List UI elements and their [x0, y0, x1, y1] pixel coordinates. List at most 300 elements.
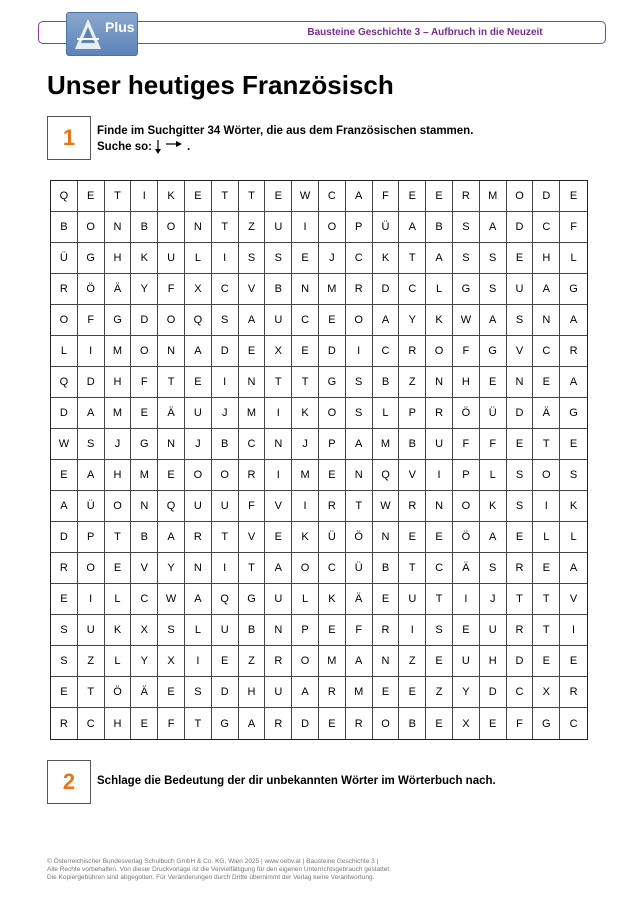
grid-cell: L	[373, 398, 400, 429]
grid-cell: G	[533, 708, 560, 739]
grid-cell: T	[346, 491, 373, 522]
grid-cell: A	[346, 646, 373, 677]
grid-cell: X	[533, 677, 560, 708]
grid-cell: M	[292, 460, 319, 491]
grid-cell: K	[158, 181, 185, 212]
grid-cell: R	[560, 336, 587, 367]
grid-cell: E	[533, 367, 560, 398]
grid-cell: I	[265, 398, 292, 429]
grid-cell: Ä	[346, 584, 373, 615]
grid-cell: M	[373, 429, 400, 460]
grid-cell: X	[265, 336, 292, 367]
grid-cell: R	[319, 491, 346, 522]
grid-cell: Ö	[346, 522, 373, 553]
grid-cell: D	[292, 708, 319, 739]
task-1-line-2-prefix: Suche so:	[97, 141, 152, 153]
task-number: 2	[62, 769, 76, 794]
grid-cell: P	[453, 460, 480, 491]
grid-cell: A	[239, 708, 266, 739]
grid-cell: I	[212, 553, 239, 584]
grid-cell: E	[319, 305, 346, 336]
grid-cell: S	[212, 305, 239, 336]
grid-cell: M	[105, 336, 132, 367]
grid-cell: O	[105, 491, 132, 522]
grid-cell: B	[212, 429, 239, 460]
grid-cell: Ö	[453, 398, 480, 429]
grid-cell: E	[373, 677, 400, 708]
grid-cell: I	[399, 615, 426, 646]
grid-cell: T	[399, 553, 426, 584]
grid-cell: W	[373, 491, 400, 522]
grid-cell: T	[426, 584, 453, 615]
grid-cell: N	[239, 367, 266, 398]
grid-cell: B	[399, 429, 426, 460]
grid-cell: E	[265, 522, 292, 553]
grid-cell: P	[319, 429, 346, 460]
grid-cell: A	[346, 429, 373, 460]
grid-cell: E	[533, 646, 560, 677]
grid-cell: E	[373, 584, 400, 615]
grid-cell: R	[319, 677, 346, 708]
grid-cell: R	[399, 491, 426, 522]
grid-cell: A	[426, 243, 453, 274]
grid-cell: S	[78, 429, 105, 460]
grid-cell: E	[51, 460, 78, 491]
grid-cell: A	[560, 553, 587, 584]
grid-cell: N	[185, 212, 212, 243]
grid-cell: P	[292, 615, 319, 646]
grid-cell: N	[426, 491, 453, 522]
grid-cell: E	[185, 367, 212, 398]
grid-cell: C	[569, 717, 578, 730]
grid-cell: C	[78, 708, 105, 739]
grid-cell: B	[373, 553, 400, 584]
grid-cell: S	[560, 460, 587, 491]
grid-cell: A	[292, 677, 319, 708]
footer-line-1: © Österreichischer Bundesverlag Schulbuch GmbH & Co. KG, Wien 2025 | www.oebv.at | Bausteine Geschichte 3 |	[47, 858, 379, 865]
grid-cell: S	[265, 243, 292, 274]
grid-cell: I	[265, 460, 292, 491]
grid-cell: I	[453, 584, 480, 615]
grid-cell: N	[292, 274, 319, 305]
grid-cell: I	[560, 615, 587, 646]
grid-cell: F	[239, 491, 266, 522]
grid-cell: S	[507, 491, 534, 522]
grid-cell: U	[212, 491, 239, 522]
grid-cell: E	[131, 708, 158, 739]
grid-cell: J	[480, 584, 507, 615]
grid-cell: Y	[131, 646, 158, 677]
grid-cell: Ä	[105, 274, 132, 305]
grid-cell: V	[399, 460, 426, 491]
grid-cell: Q	[373, 460, 400, 491]
grid-cell: E	[560, 181, 587, 212]
grid-cell: H	[453, 367, 480, 398]
grid-cell: C	[131, 584, 158, 615]
grid-cell: A	[560, 367, 587, 398]
grid-cell: F	[158, 274, 185, 305]
grid-cell: U	[265, 305, 292, 336]
task-number-box-2	[47, 760, 91, 804]
grid-cell: Z	[399, 646, 426, 677]
grid-cell: T	[399, 243, 426, 274]
grid-cell: O	[346, 305, 373, 336]
grid-cell: O	[292, 646, 319, 677]
grid-cell: E	[158, 460, 185, 491]
grid-cell: D	[131, 305, 158, 336]
grid-cell: Ä	[533, 398, 560, 429]
grid-cell: Y	[399, 305, 426, 336]
grid-cell: B	[239, 615, 266, 646]
grid-cell: R	[346, 274, 373, 305]
footer-line-3: Die Kopiergebühren sind abgegolten. Für Veränderungen durch Dritte übernimmt der Verlag keine Verantwortung.	[47, 874, 375, 881]
grid-cell: F	[560, 212, 587, 243]
grid-cell: G	[131, 429, 158, 460]
grid-cell: T	[105, 522, 132, 553]
grid-cell: B	[426, 212, 453, 243]
task-1-line-1: Finde im Suchgitter 34 Wörter, die aus dem Französischen stammen.	[97, 125, 474, 137]
grid-cell: E	[105, 553, 132, 584]
grid-cell: R	[185, 522, 212, 553]
footer-line-2: Alle Rechte vorbehalten. Von dieser Druckvorlage ist die Vervielfältigung für den eigenen Unterrichtsgebrauch gestattet.	[47, 866, 391, 873]
grid-cell: P	[78, 522, 105, 553]
grid-cell: L	[560, 243, 587, 274]
grid-cell: V	[131, 553, 158, 584]
grid-cell: D	[507, 646, 534, 677]
series-title: Bausteine Geschichte 3 – Aufbruch in die Neuzeit	[307, 27, 543, 38]
grid-cell: K	[292, 522, 319, 553]
grid-cell: G	[105, 305, 132, 336]
grid-cell: E	[399, 677, 426, 708]
grid-cell: I	[292, 212, 319, 243]
grid-cell: M	[346, 677, 373, 708]
grid-cell: S	[346, 398, 373, 429]
grid-cell: D	[533, 181, 560, 212]
grid-cell: T	[292, 367, 319, 398]
grid-cell: D	[212, 336, 239, 367]
grid-cell: I	[533, 491, 560, 522]
grid-cell: E	[507, 243, 534, 274]
grid-cell: A	[78, 398, 105, 429]
grid-cell: S	[480, 553, 507, 584]
grid-cell: H	[533, 243, 560, 274]
grid-cell: Ü	[319, 522, 346, 553]
grid-cell: V	[265, 491, 292, 522]
grid-cell: X	[453, 708, 480, 739]
grid-cell: E	[292, 336, 319, 367]
grid-cell: E	[426, 708, 453, 739]
grid-cell: Ä	[453, 553, 480, 584]
grid-cell: H	[105, 460, 132, 491]
grid-cell: I	[346, 336, 373, 367]
grid-cell: X	[131, 615, 158, 646]
grid-cell: E	[319, 615, 346, 646]
grid-cell: U	[399, 584, 426, 615]
logo-text: Plus	[105, 19, 135, 35]
grid-cell: O	[453, 491, 480, 522]
grid-cell: F	[373, 181, 400, 212]
grid-cell: U	[507, 274, 534, 305]
grid-cell: C	[533, 336, 560, 367]
grid-cell: U	[265, 677, 292, 708]
grid-cell: U	[265, 212, 292, 243]
grid-cell: B	[373, 367, 400, 398]
grid-cell: D	[319, 336, 346, 367]
grid-cell: C	[507, 677, 534, 708]
grid-cell: G	[78, 243, 105, 274]
grid-cell: R	[265, 708, 292, 739]
grid-cell: B	[131, 522, 158, 553]
grid-cell: K	[373, 243, 400, 274]
grid-cell: D	[507, 398, 534, 429]
grid-cell: Z	[399, 367, 426, 398]
grid-cell: L	[185, 243, 212, 274]
grid-cell: V	[239, 274, 266, 305]
grid-cell: T	[212, 212, 239, 243]
grid-cell: C	[319, 553, 346, 584]
grid-cell: A	[480, 212, 507, 243]
grid-cell: H	[480, 646, 507, 677]
grid-cell: Q	[185, 305, 212, 336]
grid-cell: N	[105, 212, 132, 243]
grid-cell: I	[212, 243, 239, 274]
grid-cell: K	[292, 398, 319, 429]
grid-cell: A	[185, 336, 212, 367]
grid-cell: E	[399, 181, 426, 212]
grid-cell: B	[265, 274, 292, 305]
grid-cell: E	[319, 460, 346, 491]
grid-cell: I	[131, 181, 158, 212]
grid-cell: C	[533, 212, 560, 243]
grid-cell: J	[185, 429, 212, 460]
grid-cell: Y	[158, 553, 185, 584]
grid-cell: D	[373, 274, 400, 305]
grid-cell: R	[399, 336, 426, 367]
grid-cell: K	[426, 305, 453, 336]
grid-cell: A	[346, 181, 373, 212]
grid-cell: L	[426, 274, 453, 305]
grid-cell: L	[51, 336, 78, 367]
grid-cell: O	[51, 305, 78, 336]
grid-cell: K	[480, 491, 507, 522]
grid-cell: J	[105, 429, 132, 460]
grid-cell: E	[319, 708, 346, 739]
grid-cell: N	[426, 367, 453, 398]
grid-cell: F	[131, 367, 158, 398]
triangle-logo-icon	[73, 17, 103, 51]
grid-cell: N	[158, 429, 185, 460]
grid-cell: W	[158, 584, 185, 615]
grid-cell: T	[265, 367, 292, 398]
grid-cell: N	[373, 522, 400, 553]
grid-cell: L	[533, 522, 560, 553]
grid-cell: M	[239, 398, 266, 429]
grid-cell: M	[480, 181, 507, 212]
grid-cell: K	[131, 243, 158, 274]
grid-cell: E	[507, 522, 534, 553]
grid-cell: I	[185, 646, 212, 677]
grid-cell: Y	[131, 274, 158, 305]
grid-cell: A	[51, 491, 78, 522]
grid-cell: B	[399, 708, 426, 739]
grid-cell: E	[426, 646, 453, 677]
grid-cell: Ö	[105, 677, 132, 708]
grid-cell: Ü	[480, 398, 507, 429]
grid-cell: E	[78, 181, 105, 212]
grid-cell: L	[292, 584, 319, 615]
grid-cell: T	[533, 429, 560, 460]
grid-cell: J	[292, 429, 319, 460]
grid-cell: I	[78, 584, 105, 615]
grid-cell: E	[292, 243, 319, 274]
grid-cell: K	[560, 491, 587, 522]
grid-cell: A	[533, 274, 560, 305]
grid-cell: E	[426, 181, 453, 212]
grid-cell: G	[480, 336, 507, 367]
grid-cell: O	[78, 553, 105, 584]
grid-cell: J	[212, 398, 239, 429]
grid-cell: A	[185, 584, 212, 615]
grid-cell: T	[212, 522, 239, 553]
grid-cell: E	[399, 522, 426, 553]
grid-cell: F	[480, 429, 507, 460]
grid-cell: R	[239, 460, 266, 491]
grid-cell: N	[131, 491, 158, 522]
grid-cell: G	[560, 274, 587, 305]
grid-cell: T	[533, 615, 560, 646]
grid-cell: K	[105, 615, 132, 646]
grid-cell: D	[51, 522, 78, 553]
grid-cell: L	[480, 460, 507, 491]
grid-cell: T	[533, 584, 560, 615]
grid-cell: N	[265, 429, 292, 460]
grid-cell: S	[507, 460, 534, 491]
grid-cell: S	[426, 615, 453, 646]
grid-cell: J	[319, 243, 346, 274]
grid-cell: O	[131, 336, 158, 367]
grid-cell: E	[265, 181, 292, 212]
grid-cell: I	[78, 336, 105, 367]
grid-cell: T	[105, 181, 132, 212]
grid-cell: O	[158, 305, 185, 336]
grid-cell: Q	[158, 491, 185, 522]
task-number-box-1	[47, 116, 91, 160]
footer	[47, 858, 391, 882]
grid-cell: V	[560, 584, 587, 615]
grid-cell: Ü	[373, 212, 400, 243]
grid-cell: T	[507, 584, 534, 615]
grid-cell: E	[480, 708, 507, 739]
grid-cell: H	[105, 243, 132, 274]
plus-logo	[66, 12, 138, 56]
grid-cell: W	[453, 305, 480, 336]
grid-cell: U	[453, 646, 480, 677]
grid-cell: O	[78, 212, 105, 243]
grid-cell: R	[51, 708, 78, 739]
grid-cell: T	[158, 367, 185, 398]
task-1-line-2-suffix: .	[186, 141, 191, 153]
grid-cell: O	[158, 212, 185, 243]
task-1-instructions	[97, 123, 473, 155]
task-number: 1	[62, 125, 76, 150]
grid-cell: A	[399, 212, 426, 243]
grid-cell: Z	[239, 646, 266, 677]
grid-cell: N	[158, 336, 185, 367]
grid-cell: P	[346, 212, 373, 243]
grid-cell: R	[453, 181, 480, 212]
grid-cell: M	[319, 274, 346, 305]
grid-cell: L	[105, 584, 132, 615]
grid-cell: C	[319, 181, 346, 212]
grid-cell: Q	[51, 367, 78, 398]
grid-cell: A	[560, 305, 587, 336]
grid-cell: C	[212, 274, 239, 305]
grid-cell: C	[346, 243, 373, 274]
grid-cell: Y	[453, 677, 480, 708]
grid-cell: O	[185, 460, 212, 491]
grid-cell: Q	[212, 584, 239, 615]
grid-cell: A	[239, 305, 266, 336]
grid-cell: O	[319, 398, 346, 429]
grid-cell: R	[373, 615, 400, 646]
grid-cell: E	[480, 367, 507, 398]
grid-cell: O	[373, 708, 400, 739]
grid-cell: I	[212, 367, 239, 398]
grid-cell: S	[453, 212, 480, 243]
grid-cell: L	[560, 522, 587, 553]
grid-cell: R	[507, 553, 534, 584]
grid-cell: N	[533, 305, 560, 336]
grid-cell: O	[533, 460, 560, 491]
grid-cell: T	[239, 553, 266, 584]
grid-cell: D	[507, 212, 534, 243]
grid-cell: R	[346, 708, 373, 739]
grid-cell: O	[212, 460, 239, 491]
grid-cell: M	[105, 398, 132, 429]
grid-cell: B	[131, 212, 158, 243]
word-search-grid	[50, 180, 588, 740]
grid-cell: N	[265, 615, 292, 646]
grid-cell: F	[507, 708, 534, 739]
grid-cell: Ö	[78, 274, 105, 305]
grid-cell: N	[346, 460, 373, 491]
grid-cell: S	[480, 243, 507, 274]
grid-cell: G	[453, 274, 480, 305]
grid-cell: F	[78, 305, 105, 336]
grid-cell: I	[292, 491, 319, 522]
grid-cell: Z	[78, 646, 105, 677]
grid-cell: Ü	[51, 243, 78, 274]
grid-cell: A	[480, 522, 507, 553]
grid-cell: U	[185, 491, 212, 522]
grid-cell: Q	[51, 181, 78, 212]
grid-cell: E	[560, 646, 587, 677]
grid-cell: W	[292, 181, 319, 212]
grid-cell: V	[507, 336, 534, 367]
grid-cell: E	[239, 336, 266, 367]
grid-cell: A	[480, 305, 507, 336]
arrow-right-icon	[165, 139, 183, 149]
grid-cell: U	[78, 615, 105, 646]
grid-cell: L	[105, 646, 132, 677]
grid-cell: F	[346, 615, 373, 646]
grid-cell: G	[560, 398, 587, 429]
arrow-down-icon	[153, 139, 163, 155]
grid-cell: E	[212, 646, 239, 677]
grid-cell: A	[265, 553, 292, 584]
grid-cell: U	[212, 615, 239, 646]
grid-cell: F	[453, 336, 480, 367]
